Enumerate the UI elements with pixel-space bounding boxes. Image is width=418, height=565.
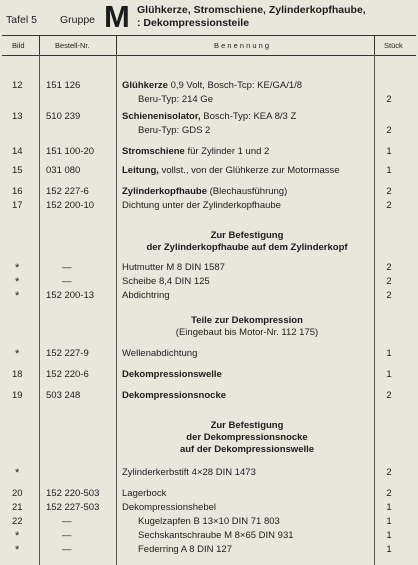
stueck-qty: 1	[386, 502, 392, 513]
stueck-qty: 2	[386, 94, 392, 105]
bestell-nr: 503 248	[46, 390, 81, 401]
bestell-nr: 031 080	[46, 165, 81, 176]
gruppe-label: Gruppe	[60, 14, 96, 26]
title-line-2: : Dekompressionsteile	[137, 16, 250, 29]
benennung-bold: Dekompressionsnocke	[122, 390, 227, 401]
bestell-nr: 151 100-20	[46, 146, 95, 157]
stueck-qty: 2	[386, 488, 392, 499]
benennung-text: Wellenabdichtung	[122, 348, 198, 359]
column-separator	[116, 36, 117, 55]
bild-number: *	[15, 530, 20, 542]
bestell-nr: 152 227-503	[46, 502, 100, 513]
stueck-qty: 1	[386, 348, 392, 359]
bestell-nr: 152 200-10	[46, 200, 95, 211]
bestell-nr: 151 126	[46, 80, 81, 91]
benennung	[122, 348, 197, 359]
bestell-nr: 152 200-13	[46, 290, 95, 301]
benennung-text: Dichtung unter der Zylinderkopfhaube	[122, 200, 281, 211]
bild-number: *	[15, 348, 20, 360]
bild-number: 18	[12, 369, 23, 380]
stueck-qty: 1	[386, 516, 392, 527]
column-separator	[39, 36, 40, 55]
benennung-text: Beru-Typ: GDS 2	[138, 125, 211, 136]
benennung-text: Abdichtring	[122, 290, 170, 301]
bild-number: 17	[12, 200, 23, 211]
stueck-qty: 2	[386, 276, 392, 287]
bestell-nr: —	[62, 516, 72, 527]
column-rule	[39, 54, 40, 565]
benennung-bold: Leitung,	[122, 165, 159, 176]
benennung	[138, 516, 280, 527]
column-header	[2, 35, 416, 56]
benennung	[122, 390, 226, 401]
benennung-text: Beru-Typ: 214 Ge	[138, 94, 213, 105]
benennung	[138, 94, 213, 105]
bild-number: *	[15, 262, 20, 274]
benennung-bold: Schienenisolator,	[122, 111, 201, 122]
section-heading-dekompression	[122, 315, 372, 339]
benennung-text: Kugelzapfen B 13×10 DIN 71 803	[138, 516, 280, 527]
benennung	[122, 502, 216, 513]
benennung-text: Scheibe 8,4 DIN 125	[122, 276, 210, 287]
bild-number: *	[15, 544, 20, 556]
section-heading-line: auf der Dekompressionswelle	[179, 444, 315, 455]
bild-number: 19	[12, 390, 23, 401]
benennung-text: vollst., von der Glühkerze zur Motormasse	[158, 165, 340, 176]
benennung	[122, 369, 222, 380]
stueck-qty: 2	[386, 125, 392, 136]
page-title	[137, 4, 412, 29]
bestell-nr: 152 220-503	[46, 488, 100, 499]
benennung	[122, 186, 287, 197]
bild-number: *	[15, 290, 20, 302]
stueck-qty: 1	[386, 544, 392, 555]
bild-number: 15	[12, 165, 23, 176]
section-heading-befestigung-haube	[122, 230, 372, 254]
bestell-nr: 152 227-6	[46, 186, 89, 197]
benennung	[122, 111, 296, 122]
benennung-bold: Glühkerze	[122, 80, 168, 91]
stueck-qty: 1	[386, 146, 392, 157]
section-heading-line: Zur Befestigung	[210, 230, 284, 241]
stueck-qty: 2	[386, 290, 392, 301]
benennung	[122, 290, 170, 301]
benennung	[138, 544, 232, 555]
benennung-text: Federring A 8 DIN 127	[138, 544, 232, 555]
page-header	[6, 0, 412, 34]
column-stueck: Stück	[384, 41, 403, 50]
benennung	[122, 467, 256, 478]
column-rule	[116, 54, 117, 565]
bild-number: 12	[12, 80, 23, 91]
section-heading-befestigung-nocke	[122, 420, 372, 456]
benennung	[122, 146, 269, 157]
benennung-text: Sechskantschraube M 8×65 DIN 931	[138, 530, 294, 541]
benennung-text: 0,9 Volt, Bosch-Tcp: KE/GA/1/8	[167, 80, 303, 91]
benennung	[138, 125, 210, 136]
bild-number: 16	[12, 186, 23, 197]
stueck-qty: 2	[386, 262, 392, 273]
benennung-bold: Zylinderkopfhaube	[122, 186, 207, 197]
stueck-qty: 1	[386, 165, 392, 176]
stueck-qty: 1	[386, 530, 392, 541]
benennung	[122, 488, 166, 499]
section-heading-line: Zur Befestigung	[210, 420, 284, 431]
benennung-text: Hutmutter M 8 DIN 1587	[122, 262, 225, 273]
stueck-qty: 2	[386, 390, 392, 401]
bestell-nr: —	[62, 530, 72, 541]
bestell-nr: 510 239	[46, 111, 81, 122]
bild-number: *	[15, 467, 20, 479]
benennung-text: für Zylinder 1 und 2	[184, 146, 270, 157]
bestell-nr: —	[62, 276, 72, 287]
section-heading-line: der Dekompressionsnocke	[186, 432, 308, 443]
stueck-qty: 1	[386, 369, 392, 380]
benennung-text: Zylinderkerbstift 4×28 DIN 1473	[122, 467, 256, 478]
column-rule	[374, 54, 375, 565]
benennung	[122, 276, 210, 287]
benennung-text: (Blechausführung)	[206, 186, 288, 197]
bild-number: 13	[12, 111, 23, 122]
benennung-bold: Dekompressionswelle	[122, 369, 222, 380]
bild-number: 14	[12, 146, 23, 157]
benennung-bold: Stromschiene	[122, 146, 185, 157]
column-benennung: B e n e n n u n g	[214, 41, 270, 50]
bestell-nr: —	[62, 544, 72, 555]
section-heading-line: der Zylinderkopfhaube auf dem Zylinderkopf	[146, 242, 348, 253]
stueck-qty: 2	[386, 200, 392, 211]
benennung-text: Dekompressionshebel	[122, 502, 216, 513]
bild-number: *	[15, 276, 20, 288]
benennung	[122, 165, 340, 176]
bild-number: 22	[12, 516, 23, 527]
bild-number: 20	[12, 488, 23, 499]
section-heading-line: (Eingebaut bis Motor-Nr. 112 175)	[175, 327, 319, 338]
column-bild: Bild	[12, 41, 25, 50]
column-separator	[374, 36, 375, 55]
bestell-nr: 152 227-9	[46, 348, 89, 359]
benennung	[122, 80, 302, 91]
gruppe-letter: M	[104, 0, 130, 34]
stueck-qty: 2	[386, 186, 392, 197]
stueck-qty: 2	[386, 467, 392, 478]
benennung	[138, 530, 294, 541]
benennung-text: Lagerbock	[122, 488, 167, 499]
section-heading-line: Teile zur Dekompression	[191, 315, 303, 326]
bestell-nr: 152 220-6	[46, 369, 89, 380]
bild-number: 21	[12, 502, 23, 513]
tafel-label: Tafel 5	[6, 14, 37, 26]
benennung	[122, 262, 225, 273]
title-line-1: Glühkerze, Stromschiene, Zylinderkopfhaube,	[137, 4, 366, 16]
benennung-text: Bosch-Typ: KEA 8/3 Z	[200, 111, 297, 122]
benennung	[122, 200, 281, 211]
bestell-nr: —	[62, 262, 72, 273]
column-bestell-nr: Bestell-Nr.	[55, 41, 90, 50]
